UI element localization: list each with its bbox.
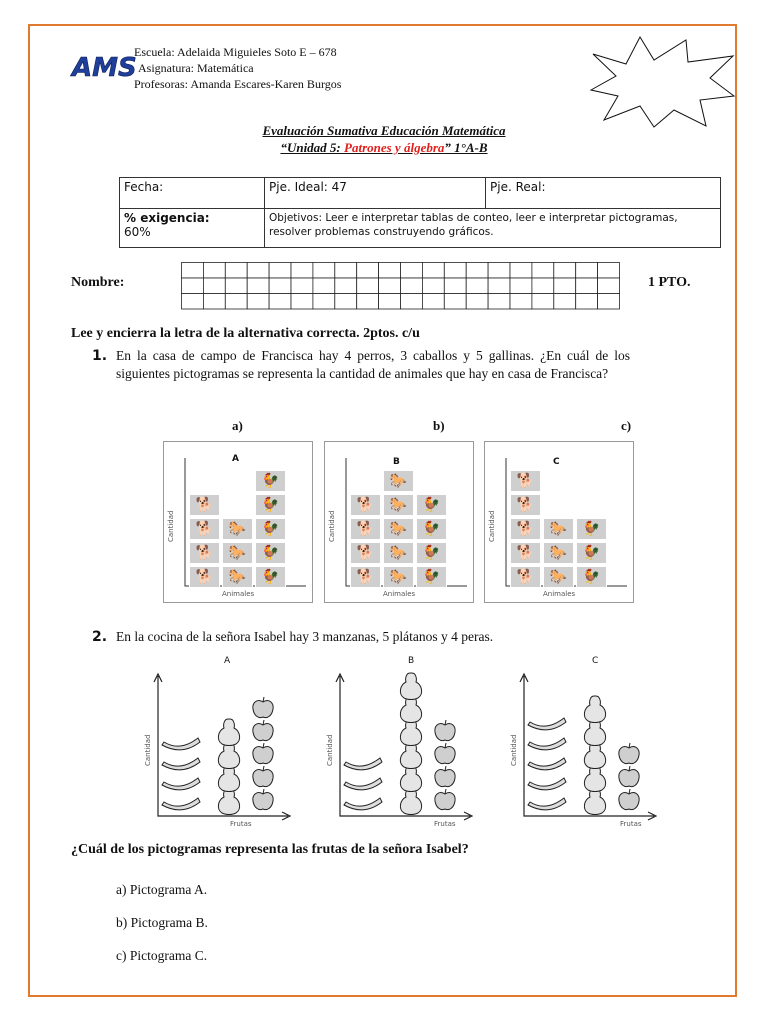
name-grid-cell[interactable]: [422, 294, 444, 310]
name-grid-cell[interactable]: [379, 278, 401, 294]
fruit-chart-x-label: Frutas: [620, 820, 642, 828]
name-grid-cell[interactable]: [532, 294, 554, 310]
name-grid-cell[interactable]: [598, 263, 620, 279]
apple-icon: [435, 743, 455, 764]
dog-icon: 🐕: [510, 542, 541, 564]
name-grid-cell[interactable]: [510, 263, 532, 279]
animal-chart-letter: B: [393, 457, 400, 467]
banana-icon: [528, 758, 566, 770]
name-grid-cell[interactable]: [444, 263, 466, 279]
fruit-chart-y-label: Cantidad: [144, 734, 152, 766]
objetivos-cell: Objetivos: Leer e interpretar tablas de conteo, leer e interpretar pictogramas, resolver problemas construyendo gráficos.: [265, 209, 721, 248]
apple-icon: [619, 789, 639, 810]
apple-icon: [619, 766, 639, 787]
pear-icon: [400, 673, 421, 700]
name-grid-cell[interactable]: [203, 263, 225, 279]
name-grid-cell[interactable]: [357, 278, 379, 294]
question-2: [92, 629, 493, 645]
apple-icon: [253, 789, 273, 810]
banana-icon: [162, 738, 200, 750]
horse-icon: 🐎: [222, 542, 253, 564]
question-2-text: En la cocina de la señora Isabel hay 3 manzanas, 5 plátanos y 4 peras.: [116, 629, 494, 644]
apple-icon: [435, 766, 455, 787]
name-grid-cell[interactable]: [269, 294, 291, 310]
exigencia-value: 60%: [124, 225, 151, 239]
horse-icon: 🐎: [383, 470, 414, 492]
hen-icon: 🐓: [255, 518, 286, 540]
name-grid-cell[interactable]: [313, 294, 335, 310]
name-grid-cell[interactable]: [401, 263, 423, 279]
animal-chart-y-label: Cantidad: [328, 510, 336, 542]
fruit-chart-y-label: Cantidad: [326, 734, 334, 766]
name-grid-cell[interactable]: [488, 294, 510, 310]
answer-b[interactable]: b) Pictograma B.: [116, 915, 208, 930]
apple-icon: [253, 697, 273, 718]
name-grid-cell[interactable]: [182, 263, 204, 279]
banana-icon: [528, 798, 566, 810]
option-a-label[interactable]: a): [232, 418, 243, 433]
hen-icon: 🐓: [416, 566, 447, 588]
horse-icon: 🐎: [383, 542, 414, 564]
name-grid-cell[interactable]: [313, 278, 335, 294]
name-grid-cell[interactable]: [401, 294, 423, 310]
dog-icon: 🐕: [189, 566, 220, 588]
option-b-label[interactable]: b): [433, 418, 445, 433]
name-grid-cell[interactable]: [510, 278, 532, 294]
pear-icon: [584, 696, 605, 723]
animal-chart-letter: A: [232, 454, 239, 464]
pje-ideal-cell: Pje. Ideal: 47: [265, 178, 486, 209]
subject-name: Asignatura: Matemática: [138, 61, 254, 75]
apple-icon: [253, 766, 273, 787]
name-grid-cell[interactable]: [422, 278, 444, 294]
horse-icon: 🐎: [383, 566, 414, 588]
horse-icon: 🐎: [383, 518, 414, 540]
animal-pictogram-b[interactable]: [324, 441, 474, 603]
name-grid-cell[interactable]: [379, 294, 401, 310]
name-grid-cell[interactable]: [576, 278, 598, 294]
name-grid-cell[interactable]: [488, 278, 510, 294]
unit-prefix: “Unidad 5:: [280, 140, 345, 155]
exam-title: Evaluación Sumativa Educación Matemática: [262, 123, 506, 138]
score-burst-icon: [588, 34, 738, 129]
banana-icon: [344, 778, 382, 790]
name-grid-cell[interactable]: [269, 263, 291, 279]
fecha-cell[interactable]: Fecha:: [120, 178, 265, 209]
dog-icon: 🐕: [510, 566, 541, 588]
name-grid-cell[interactable]: [291, 294, 313, 310]
hen-icon: 🐓: [255, 566, 286, 588]
name-grid-cell[interactable]: [466, 263, 488, 279]
name-grid-cell[interactable]: [510, 294, 532, 310]
name-grid-cell[interactable]: [466, 278, 488, 294]
animal-chart-x-label: Animales: [383, 590, 416, 598]
animal-chart-y-label: Cantidad: [167, 510, 175, 542]
question-2-number: 2.: [92, 629, 108, 645]
fruit-pictogram-c[interactable]: [508, 654, 658, 829]
hen-icon: 🐓: [576, 566, 607, 588]
animal-chart-letter: C: [553, 457, 560, 467]
question-2-prompt: ¿Cuál de los pictogramas representa las frutas de la señora Isabel?: [71, 842, 469, 857]
animal-pictogram-c[interactable]: [484, 441, 634, 603]
fruit-chart-letter: B: [408, 656, 415, 666]
pje-real-cell[interactable]: Pje. Real:: [486, 178, 721, 209]
unit-suffix: ” 1°A-B: [444, 140, 488, 155]
unit-topic: Patrones y álgebra: [344, 140, 445, 155]
instructions: Lee y encierra la letra de la alternativa correcta. 2ptos. c/u: [71, 326, 420, 341]
exigencia-label: % exigencia:: [124, 211, 210, 225]
question-1: [92, 347, 630, 383]
hen-icon: 🐓: [416, 518, 447, 540]
hen-icon: 🐓: [255, 542, 286, 564]
name-grid-cell[interactable]: [313, 263, 335, 279]
name-grid-cell[interactable]: [576, 263, 598, 279]
hen-icon: 🐓: [416, 494, 447, 516]
animal-chart-x-label: Animales: [543, 590, 576, 598]
name-grid-cell[interactable]: [357, 294, 379, 310]
name-grid-cell[interactable]: [182, 294, 204, 310]
name-grid-cell[interactable]: [554, 263, 576, 279]
hen-icon: 🐓: [576, 542, 607, 564]
dog-icon: 🐕: [350, 518, 381, 540]
banana-icon: [162, 758, 200, 770]
horse-icon: 🐎: [543, 542, 574, 564]
name-grid-cell[interactable]: [335, 263, 357, 279]
fruit-chart-letter: C: [592, 656, 599, 666]
horse-icon: 🐎: [222, 518, 253, 540]
fruit-pictogram-b[interactable]: [324, 654, 474, 829]
horse-icon: 🐎: [383, 494, 414, 516]
name-grid-cell[interactable]: [225, 278, 247, 294]
nombre-label: Nombre:: [71, 275, 125, 290]
name-grid-cell[interactable]: [225, 294, 247, 310]
apple-icon: [435, 789, 455, 810]
name-grid-cell[interactable]: [247, 294, 269, 310]
fruit-chart-letter: A: [224, 656, 231, 666]
answer-c[interactable]: c) Pictograma C.: [116, 948, 208, 963]
horse-icon: 🐎: [222, 566, 253, 588]
name-grid-cell[interactable]: [488, 263, 510, 279]
teachers-name: Profesoras: Amanda Escares-Karen Burgos: [134, 77, 342, 91]
question-1-text: En la casa de campo de Francisca hay 4 perros, 3 caballos y 5 gallinas. ¿En cuál de los siguientes pictogramas se representa la cantidad de animales que hay en casa de Francisca?: [116, 348, 630, 381]
school-info: [134, 44, 341, 92]
info-table: [119, 177, 721, 248]
points-label: 1 PTO.: [648, 275, 691, 290]
name-grid-cell[interactable]: [291, 278, 313, 294]
dog-icon: 🐕: [350, 494, 381, 516]
fruit-chart-y-label: Cantidad: [510, 734, 518, 766]
name-grid-cell[interactable]: [203, 278, 225, 294]
fruit-chart-x-label: Frutas: [230, 820, 252, 828]
dog-icon: 🐕: [350, 542, 381, 564]
animal-pictogram-a[interactable]: [163, 441, 313, 603]
banana-icon: [528, 738, 566, 750]
dog-icon: 🐕: [350, 566, 381, 588]
exigencia-cell: [120, 209, 265, 248]
banana-icon: [528, 718, 566, 730]
name-grid-cell[interactable]: [532, 263, 554, 279]
name-grid-cell[interactable]: [598, 278, 620, 294]
name-grid-cell[interactable]: [598, 294, 620, 310]
name-grid-cell[interactable]: [357, 263, 379, 279]
name-grid-input[interactable]: [181, 262, 623, 310]
dog-icon: 🐕: [510, 470, 541, 492]
dog-icon: 🐕: [189, 542, 220, 564]
horse-icon: 🐎: [543, 566, 574, 588]
banana-icon: [344, 798, 382, 810]
banana-icon: [528, 778, 566, 790]
animal-chart-y-label: Cantidad: [488, 510, 496, 542]
name-grid-cell[interactable]: [379, 263, 401, 279]
school-logo: [72, 46, 137, 86]
hen-icon: 🐓: [255, 494, 286, 516]
fruit-chart-axes: [142, 654, 292, 829]
hen-icon: 🐓: [416, 542, 447, 564]
banana-icon: [162, 778, 200, 790]
name-grid-cell[interactable]: [225, 263, 247, 279]
name-grid-cell[interactable]: [532, 278, 554, 294]
name-grid-cell[interactable]: [576, 294, 598, 310]
dog-icon: 🐕: [189, 518, 220, 540]
name-grid-cell[interactable]: [444, 294, 466, 310]
name-grid-cell[interactable]: [247, 278, 269, 294]
option-c-label[interactable]: c): [621, 418, 632, 433]
dog-icon: 🐕: [510, 518, 541, 540]
unit-title: [0, 140, 768, 156]
name-grid-cell[interactable]: [466, 294, 488, 310]
apple-icon: [619, 743, 639, 764]
name-grid-cell[interactable]: [335, 294, 357, 310]
logo-text: AMS: [72, 53, 137, 83]
name-grid-cell[interactable]: [422, 263, 444, 279]
name-grid-cell[interactable]: [182, 278, 204, 294]
apple-icon: [435, 720, 455, 741]
fruit-pictogram-a[interactable]: [142, 654, 292, 829]
name-grid-cell[interactable]: [291, 263, 313, 279]
apple-icon: [253, 720, 273, 741]
apple-icon: [253, 743, 273, 764]
dog-icon: 🐕: [510, 494, 541, 516]
banana-icon: [344, 758, 382, 770]
fruit-chart-axes: [508, 654, 658, 829]
fruit-chart-x-label: Frutas: [434, 820, 456, 828]
dog-icon: 🐕: [189, 494, 220, 516]
name-grid-cell[interactable]: [444, 278, 466, 294]
name-grid-cell[interactable]: [335, 278, 357, 294]
question-1-number: 1.: [92, 348, 108, 364]
animal-chart-x-label: Animales: [222, 590, 255, 598]
horse-icon: 🐎: [543, 518, 574, 540]
name-grid-cell[interactable]: [554, 278, 576, 294]
fruit-chart-axes: [324, 654, 474, 829]
banana-icon: [162, 798, 200, 810]
hen-icon: 🐓: [255, 470, 286, 492]
name-grid-cell[interactable]: [203, 294, 225, 310]
hen-icon: 🐓: [576, 518, 607, 540]
name-grid-cell[interactable]: [247, 263, 269, 279]
answer-a[interactable]: a) Pictograma A.: [116, 882, 208, 897]
name-grid-cell[interactable]: [269, 278, 291, 294]
name-grid-cell[interactable]: [401, 278, 423, 294]
school-name: Escuela: Adelaida Miguieles Soto E – 678: [134, 45, 337, 59]
pear-icon: [218, 719, 239, 746]
name-grid-cell[interactable]: [554, 294, 576, 310]
